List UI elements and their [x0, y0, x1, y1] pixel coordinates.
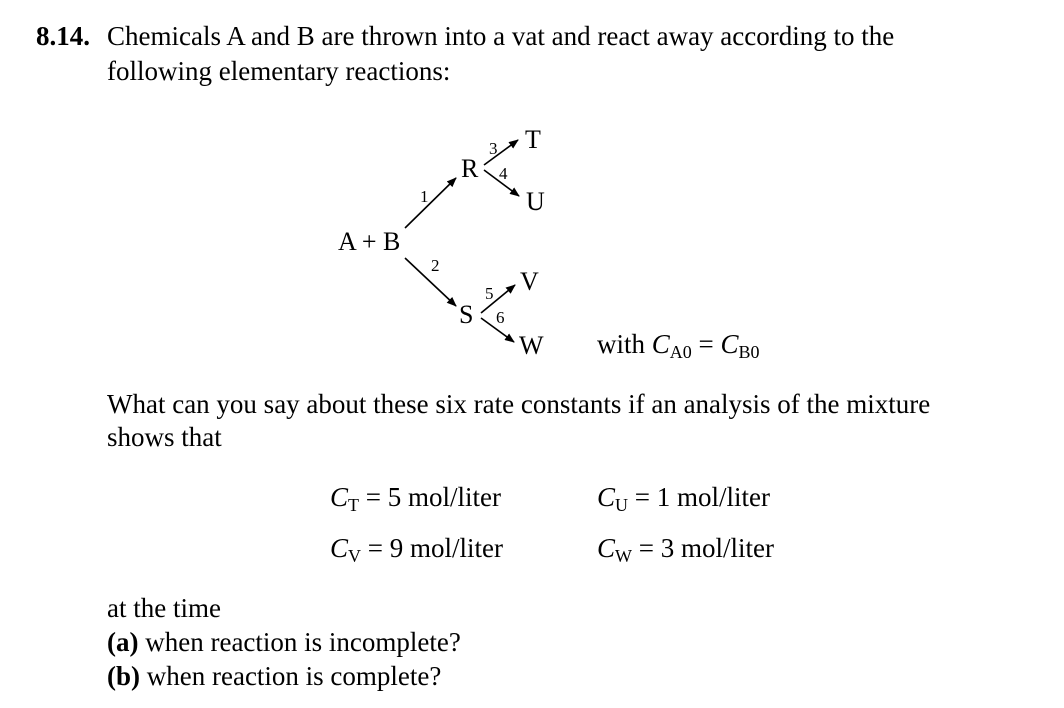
part-a-label: (a): [107, 627, 139, 657]
part-b: [107, 660, 441, 692]
concentration-V: [330, 532, 503, 572]
part-a: [107, 626, 461, 658]
rate-constant-3: 3: [489, 139, 498, 158]
rate-constant-2: 2: [431, 256, 440, 275]
species-T: T: [525, 125, 541, 154]
problem-text-line-2: following elementary reactions:: [107, 56, 451, 86]
conc-symbol: C: [597, 482, 616, 512]
conc-subscript: U: [615, 495, 629, 515]
conc-value: = 1 mol/liter: [628, 482, 770, 512]
rate-constant-1: 1: [420, 187, 429, 206]
tail-line-1: at the time: [107, 593, 221, 623]
species-W: W: [519, 331, 544, 360]
problem-text-line-1: Chemicals A and B are thrown into a vat and react away according to the: [107, 21, 895, 51]
part-b-label: (b): [107, 661, 140, 691]
conc-subscript: T: [348, 495, 360, 515]
arrow-1: [405, 178, 456, 228]
rate-constant-5: 5: [485, 284, 494, 303]
conc-value: = 5 mol/liter: [359, 482, 501, 512]
concentration-T: [330, 481, 501, 521]
conc-symbol: C: [330, 533, 349, 563]
concentration-W: [597, 532, 774, 572]
conc-symbol: C: [330, 482, 349, 512]
conc-subscript: V: [348, 546, 362, 566]
condition-prefix: with: [597, 329, 652, 359]
conc-value: = 9 mol/liter: [361, 533, 503, 563]
species-reactants: A + B: [338, 227, 401, 256]
condition-subscript-2: B0: [738, 342, 760, 362]
question-line-2: shows that: [107, 422, 222, 452]
species-R: R: [461, 154, 479, 183]
conc-value: = 3 mol/liter: [632, 533, 774, 563]
rate-constant-6: 6: [496, 308, 505, 327]
problem-number: 8.14.: [36, 21, 90, 51]
part-b-text: when reaction is complete?: [140, 661, 442, 691]
condition-subscript-1: A0: [669, 342, 692, 362]
condition-symbol-2: C: [720, 329, 739, 359]
conc-subscript: W: [615, 546, 633, 566]
concentration-U: [597, 481, 770, 521]
initial-condition: [597, 328, 760, 368]
species-V: V: [520, 267, 539, 296]
species-U: U: [526, 187, 545, 216]
species-S: S: [459, 300, 474, 329]
conc-symbol: C: [597, 533, 616, 563]
part-a-text: when reaction is incomplete?: [138, 627, 461, 657]
condition-equals: =: [691, 329, 721, 359]
condition-symbol-1: C: [651, 329, 670, 359]
rate-constant-4: 4: [499, 164, 508, 183]
question-line-1: What can you say about these six rate constants if an analysis of the mixture: [107, 389, 931, 419]
